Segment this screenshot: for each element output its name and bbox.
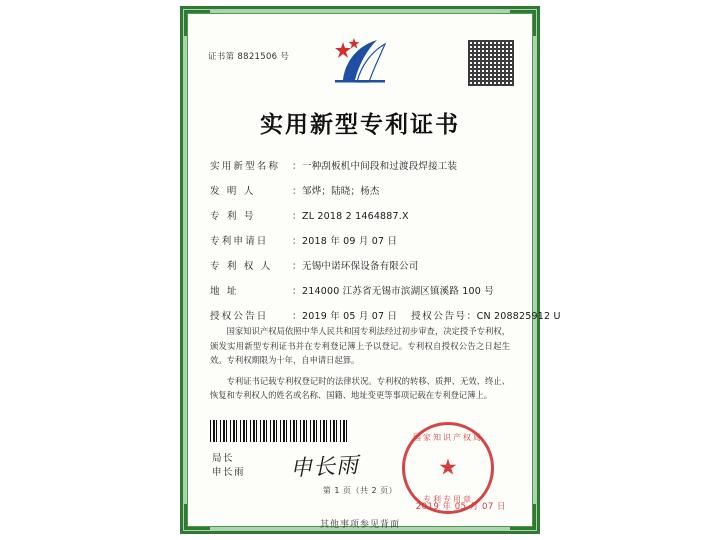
signature-label	[212, 452, 245, 481]
field-row	[210, 233, 510, 247]
page-indicator: 第 1 页（共 2 页）	[322, 486, 398, 495]
field-colon: ：	[292, 161, 302, 172]
field-colon: ：	[292, 236, 302, 247]
grant-number-value: CN 208825912 U	[476, 311, 561, 322]
field-row	[210, 258, 510, 272]
field-value: 214000 江苏省无锡市滨湖区镇溪路 100 号	[302, 286, 494, 297]
field-row	[210, 183, 510, 197]
field-label: 专 利 权 人	[210, 261, 273, 272]
field-colon: ：	[292, 211, 302, 222]
field-value: ZL 2018 2 1464887.X	[302, 211, 409, 222]
seal-date: 2019 年 05 月 07 日	[415, 502, 506, 512]
footnote: 其他事项参见背面	[319, 520, 400, 530]
field-value: 邹烨；陆晓；杨杰	[302, 186, 380, 197]
field-colon: ：	[292, 286, 302, 297]
patent-certificate	[180, 6, 561, 534]
barcode-icon	[210, 420, 350, 442]
field-row	[210, 283, 510, 297]
field-colon: ：	[292, 186, 302, 197]
paragraph: 国家知识产权局依照中华人民共和国专利法经过初步审查，决定授予专利权，颁发实用新型专利证书并在专利登记簿上予以登记。专利权自授权公告之日起生效。专利权期限为十年，自申请日起算。	[210, 326, 510, 366]
field-colon: ：	[466, 311, 477, 322]
grant-date-value: 2019 年 05 月 07 日	[302, 311, 398, 322]
certificate-number: 证书第 8821506 号	[208, 52, 290, 62]
seal-bottom-text: 专利专用章	[423, 495, 473, 504]
field-colon: ：	[292, 311, 302, 322]
handwritten-signature: 申长雨	[289, 453, 360, 482]
page-title: 实用新型专利证书	[260, 112, 460, 138]
field-row	[210, 158, 510, 172]
field-colon: ：	[292, 261, 302, 272]
grant-announcement-row	[210, 308, 561, 322]
field-label: 地 址	[210, 286, 239, 297]
seal-top-text: 国家知识产权局	[413, 433, 483, 442]
field-label: 发 明 人	[210, 186, 256, 197]
certificate-fields	[210, 158, 561, 333]
certificate-content	[198, 22, 561, 518]
field-value: 一种刮板机中间段和过渡段焊接工装	[302, 161, 458, 172]
qr-code-icon	[468, 40, 514, 86]
field-label: 实用新型名称	[210, 161, 281, 172]
field-label: 专 利 号	[210, 211, 256, 222]
certificate-body-text	[210, 324, 510, 409]
director-title: 局长	[212, 453, 235, 464]
field-row	[210, 208, 510, 222]
grant-number-label: 授权公告号	[411, 311, 467, 322]
field-label: 专利申请日	[210, 236, 269, 247]
field-value: 2018 年 09 月 07 日	[302, 236, 398, 247]
national-emblem-star-icon: ★	[438, 455, 458, 481]
field-value: 无锡中诺环保设备有限公司	[302, 261, 419, 272]
paragraph: 专利证书记载专利权登记时的法律状况。专利权的转移、质押、无效、终止、恢复和专利权人的姓名或名称、国籍、地址变更等事项记载在专利登记簿上。	[210, 375, 510, 401]
patent-office-logo-icon	[323, 36, 397, 88]
grant-date-label: 授权公告日	[210, 311, 269, 322]
director-name: 申长雨	[212, 467, 246, 479]
